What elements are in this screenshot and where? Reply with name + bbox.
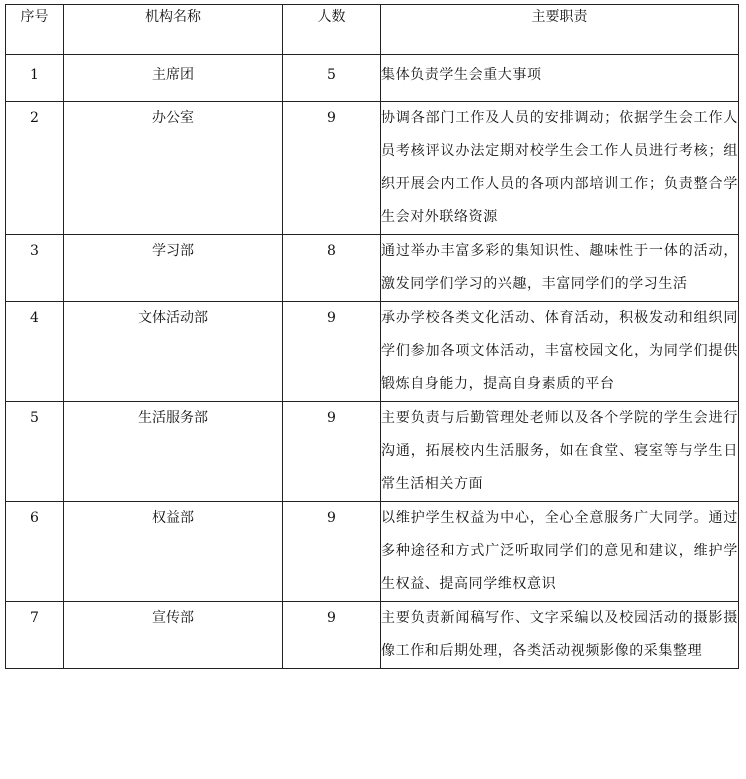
row-duty: 承办学校各类文化活动、体育活动，积极发动和组织同学们参加各项文体活动，丰富校园文化，为同学们提供锻炼自身能力，提高自身素质的平台 bbox=[381, 302, 739, 402]
row-duty: 协调各部门工作及人员的安排调动；依据学生会工作人员考核评议办法定期对校学生会工作人员进行考核；组织开展会内工作人员的各项内部培训工作；负责整合学生会对外联络资源 bbox=[381, 102, 739, 235]
row-index: 1 bbox=[6, 55, 64, 102]
row-index: 3 bbox=[6, 235, 64, 302]
row-duty: 主要负责新闻稿写作、文字采编以及校园活动的摄影摄像工作和后期处理，各类活动视频影像的采集整理 bbox=[381, 602, 739, 669]
table-row bbox=[6, 302, 739, 402]
header-name: 机构名称 bbox=[64, 5, 283, 55]
row-count: 9 bbox=[283, 502, 381, 602]
organization-table bbox=[5, 4, 739, 669]
table-row bbox=[6, 55, 739, 102]
row-name: 文体活动部 bbox=[64, 302, 283, 402]
row-name: 权益部 bbox=[64, 502, 283, 602]
row-duty: 以维护学生权益为中心，全心全意服务广大同学。通过多种途径和方式广泛听取同学们的意见和建议，维护学生权益、提高同学维权意识 bbox=[381, 502, 739, 602]
table-row bbox=[6, 402, 739, 502]
row-name: 主席团 bbox=[64, 55, 283, 102]
row-index: 6 bbox=[6, 502, 64, 602]
header-count: 人数 bbox=[283, 5, 381, 55]
header-duty: 主要职责 bbox=[381, 5, 739, 55]
row-count: 9 bbox=[283, 602, 381, 669]
row-duty: 通过举办丰富多彩的集知识性、趣味性于一体的活动，激发同学们学习的兴趣，丰富同学们的学习生活 bbox=[381, 235, 739, 302]
row-count: 8 bbox=[283, 235, 381, 302]
header-index: 序号 bbox=[6, 5, 64, 55]
row-name: 生活服务部 bbox=[64, 402, 283, 502]
table-row bbox=[6, 102, 739, 235]
row-count: 9 bbox=[283, 402, 381, 502]
row-index: 4 bbox=[6, 302, 64, 402]
row-count: 5 bbox=[283, 55, 381, 102]
row-name: 宣传部 bbox=[64, 602, 283, 669]
table-row bbox=[6, 235, 739, 302]
row-index: 7 bbox=[6, 602, 64, 669]
table-row bbox=[6, 602, 739, 669]
row-index: 2 bbox=[6, 102, 64, 235]
table-row bbox=[6, 502, 739, 602]
row-name: 学习部 bbox=[64, 235, 283, 302]
row-count: 9 bbox=[283, 102, 381, 235]
table-header-row bbox=[6, 5, 739, 55]
row-duty: 主要负责与后勤管理处老师以及各个学院的学生会进行沟通，拓展校内生活服务，如在食堂、寝室等与学生日常生活相关方面 bbox=[381, 402, 739, 502]
row-index: 5 bbox=[6, 402, 64, 502]
row-count: 9 bbox=[283, 302, 381, 402]
row-name: 办公室 bbox=[64, 102, 283, 235]
row-duty: 集体负责学生会重大事项 bbox=[381, 55, 739, 102]
